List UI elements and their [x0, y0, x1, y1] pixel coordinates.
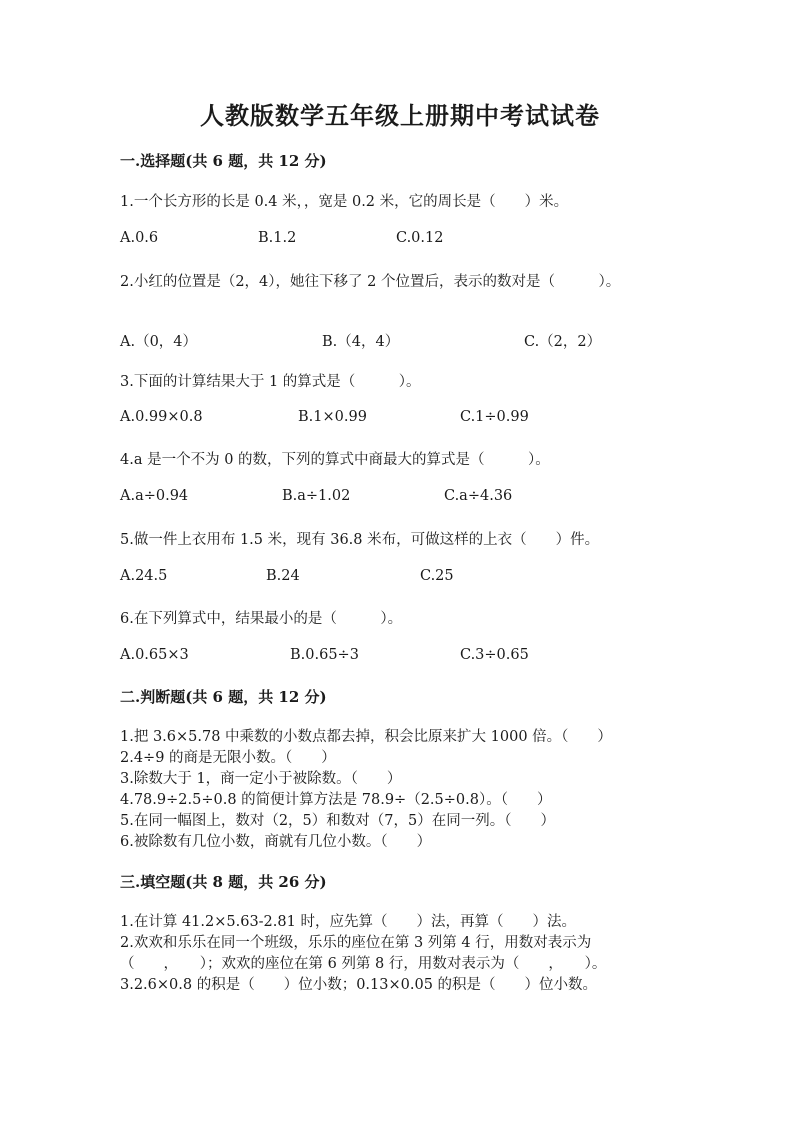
option-6c: C.3÷0.65 — [460, 647, 529, 663]
question-6: 6.在下列算式中，结果最小的是（ ）。 — [120, 611, 403, 627]
fill-line-3: （ ， ）；欢欢的座位在第 6 列第 8 行，用数对表示为（ ， ）。 — [120, 956, 607, 972]
question-5: 5.做一件上衣用布 1.5 米，现有 36.8 米布，可做这样的上衣（ ）件。 — [120, 532, 600, 548]
option-1c: C.0.12 — [396, 230, 444, 246]
option-4c: C.a÷4.36 — [444, 488, 513, 504]
option-5b: B.24 — [266, 568, 300, 584]
option-2c: C.（2，2） — [524, 334, 602, 350]
option-2b: B.（4，4） — [322, 334, 400, 350]
option-2a: A.（0，4） — [120, 334, 198, 350]
option-1b: B.1.2 — [258, 230, 297, 246]
judgment-line-6: 6.被除数有几位小数，商就有几位小数。（ ） — [120, 834, 432, 850]
option-4b: B.a÷1.02 — [282, 488, 351, 504]
section-heading-judgment: 二.判断题(共 6 题，共 12 分) — [120, 688, 327, 706]
judgment-line-4: 4.78.9÷2.5÷0.8 的简便计算方法是 78.9÷（2.5÷0.8）。（ ） — [120, 792, 552, 808]
option-1a: A.0.6 — [120, 230, 159, 246]
option-3a: A.0.99×0.8 — [120, 409, 203, 425]
question-4: 4.a 是一个不为 0 的数，下列的算式中商最大的算式是（ ）。 — [120, 452, 550, 468]
option-6b: B.0.65÷3 — [290, 647, 359, 663]
section-heading-choice: 一.选择题(共 6 题，共 12 分) — [120, 152, 327, 170]
judgment-line-5: 5.在同一幅图上，数对（2，5）和数对（7，5）在同一列。（ ） — [120, 813, 555, 829]
judgment-line-3: 3.除数大于 1，商一定小于被除数。（ ） — [120, 771, 402, 787]
option-5a: A.24.5 — [120, 568, 168, 584]
exam-title: 人教版数学五年级上册期中考试试卷 — [200, 101, 600, 130]
question-3: 3.下面的计算结果大于 1 的算式是（ ）。 — [120, 374, 421, 390]
section-heading-fill: 三.填空题(共 8 题，共 26 分) — [120, 873, 327, 891]
option-4a: A.a÷0.94 — [120, 488, 189, 504]
fill-line-2: 2.欢欢和乐乐在同一个班级，乐乐的座位在第 3 列第 4 行，用数对表示为 — [120, 935, 592, 951]
judgment-line-2: 2.4÷9 的商是无限小数。（ ） — [120, 750, 336, 766]
option-5c: C.25 — [420, 568, 454, 584]
fill-line-1: 1.在计算 41.2×5.63-2.81 时，应先算（ ）法，再算（ ）法。 — [120, 914, 576, 930]
option-6a: A.0.65×3 — [120, 647, 189, 663]
option-3c: C.1÷0.99 — [460, 409, 529, 425]
question-1: 1.一个长方形的长是 0.4 米，，宽是 0.2 米，它的周长是（ ）米。 — [120, 194, 569, 210]
fill-line-4: 3.2.6×0.8 的积是（ ）位小数；0.13×0.05 的积是（ ）位小数。 — [120, 977, 598, 993]
judgment-line-1: 1.把 3.6×5.78 中乘数的小数点都去掉，积会比原来扩大 1000 倍。（ ） — [120, 729, 612, 745]
option-3b: B.1×0.99 — [298, 409, 367, 425]
question-2: 2.小红的位置是（2，4），她往下移了 2 个位置后，表示的数对是（ ）。 — [120, 274, 621, 290]
